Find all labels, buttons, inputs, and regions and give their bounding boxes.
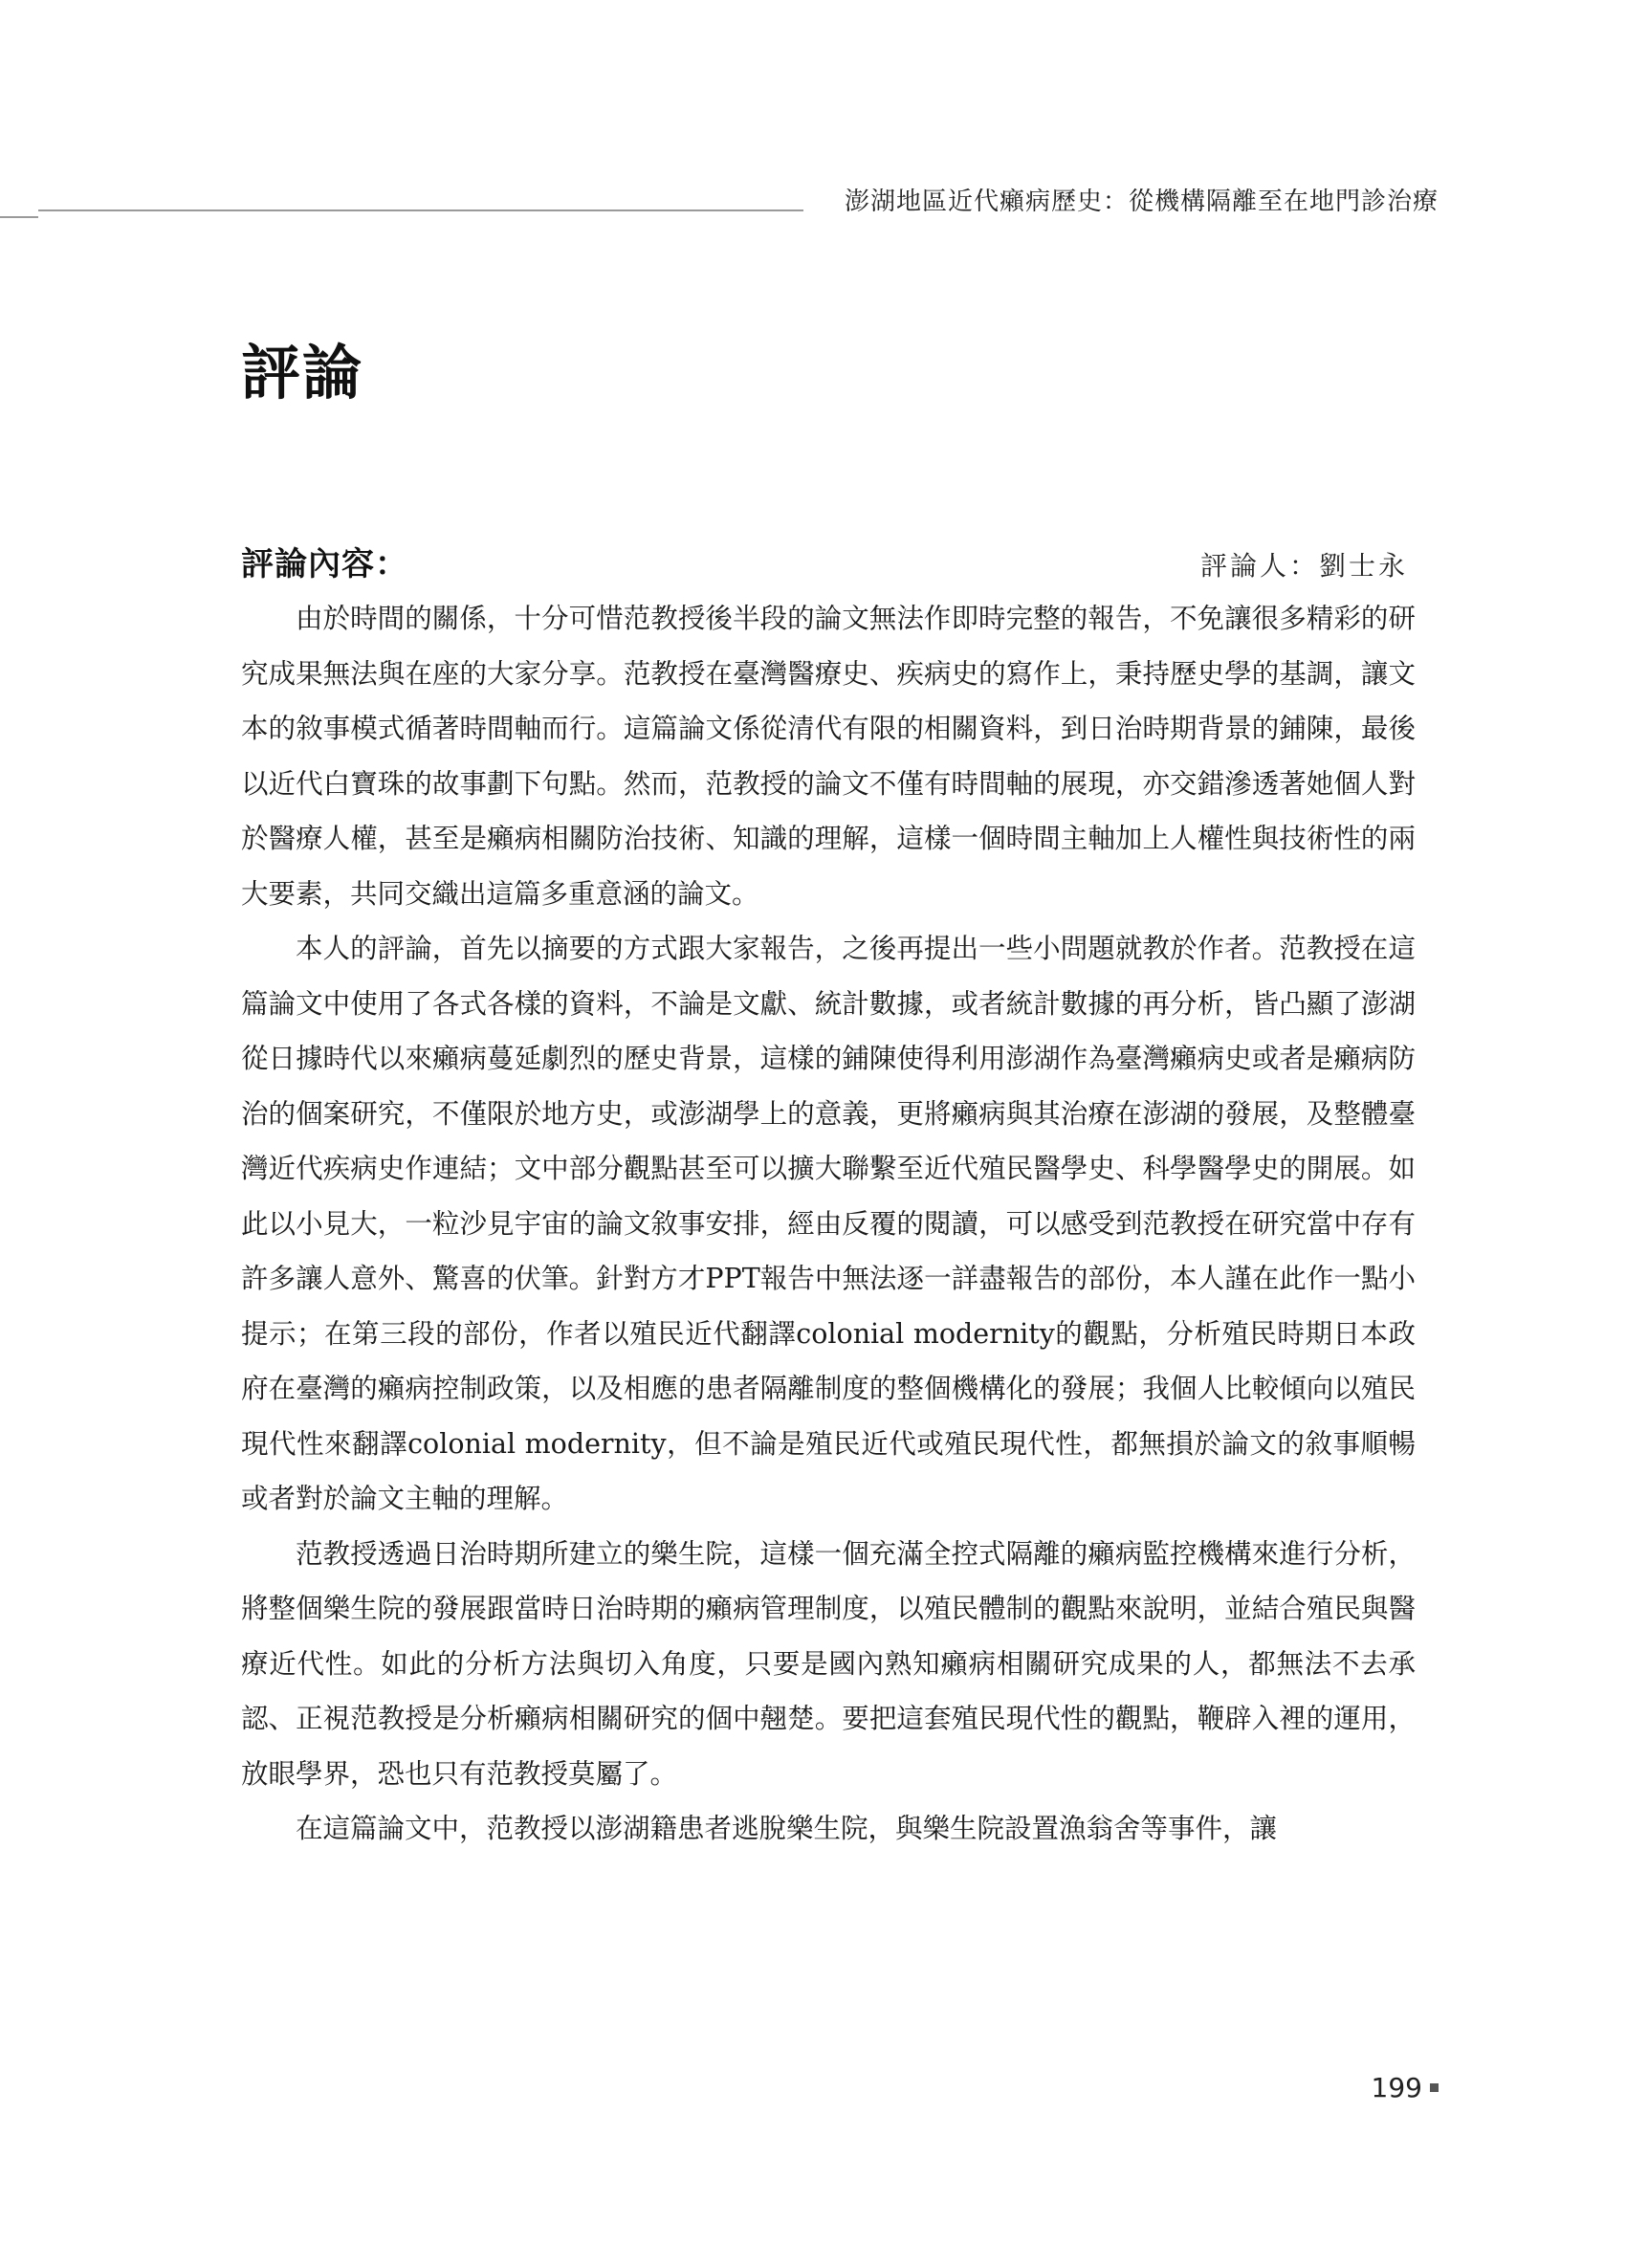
header-rule-left xyxy=(0,216,38,218)
paragraph-1: 由於時間的關係，十分可惜范教授後半段的論文無法作即時完整的報告，不免讓很多精彩的研究成果無法與在座的大家分享。范教授在臺灣醫療史、疾病史的寫作上，秉持歷史學的基調，讓文本的敘事模式循著時間軸而行。這篇論文係從清代有限的相關資料，到日治時期背景的鋪陳，最後以近代白寶珠的故事劃下句點。然而，范教授的論文不僅有時間軸的展現，亦交錯滲透著她個人對於醫療人權，甚至是癩病相關防治技術、知識的理解，這樣一個時間主軸加上人權性與技術性的兩大要素，共同交織出這篇多重意涵的論文。 xyxy=(241,603,1416,910)
paragraph-2: 本人的評論，首先以摘要的方式跟大家報告，之後再提出一些小問題就教於作者。范教授在這篇論文中使用了各式各樣的資料，不論是文獻、統計數據，或者統計數據的再分析，皆凸顯了澎湖從日據時代以來癩病蔓延劇烈的歷史背景，這樣的鋪陳使得利用澎湖作為臺灣癩病史或者是癩病防治的個案研究，不僅限於地方史，或澎湖學上的意義，更將癩病與其治療在澎湖的發展，及整體臺灣近代疾病史作連結；文中部分觀點甚至可以擴大聯繫至近代殖民醫學史、科學醫學史的開展。如此以小見大，一粒沙見宇宙的論文敘事安排，經由反覆的閱讀，可以感受到范教授在研究當中存有許多讓人意外、驚喜的伏筆。針對方才PPT報告中無法逐一詳盡報告的部份，本人謹在此作一點小提示；在第三段的部份，作者以殖民近代翻譯colonial modernity的觀點，分析殖民時期日本政府在臺灣的癩病控制政策，以及相應的患者隔離制度的整個機構化的發展；我個人比較傾向以殖民現代性來翻譯colonial modernity，但不論是殖民近代或殖民現代性，都無損於論文的敘事順暢或者對於論文主軸的理解。 xyxy=(241,933,1416,1514)
paragraph-3: 范教授透過日治時期所建立的樂生院，這樣一個充滿全控式隔離的癩病監控機構來進行分析，將整個樂生院的發展跟當時日治時期的癩病管理制度，以殖民體制的觀點來說明，並結合殖民與醫療近代性。如此的分析方法與切入角度，只要是國內熟知癩病相關研究成果的人，都無法不去承認、正視范教授是分析癩病相關研究的個中翹楚。要把這套殖民現代性的觀點，鞭辟入裡的運用，放眼學界，恐也只有范教授莫屬了。 xyxy=(241,1537,1416,1790)
page-number: 199 xyxy=(1371,2072,1422,2103)
reviewer-credit: 評論人：劉士永 xyxy=(1199,550,1408,582)
page-number-block xyxy=(1372,2072,1439,2103)
running-header-title: 澎湖地區近代癩病歷史：從機構隔離至在地門診治療 xyxy=(844,187,1439,216)
page-title: 評論 xyxy=(241,338,364,407)
body-text xyxy=(241,591,1416,1857)
header-rule xyxy=(38,209,803,211)
paragraph-4: 在這篇論文中，范教授以澎湖籍患者逃脫樂生院，與樂生院設置漁翁舍等事件，讓 xyxy=(296,1813,1278,1844)
page-marker-icon xyxy=(1430,2083,1439,2092)
section-label: 評論內容： xyxy=(241,545,408,584)
